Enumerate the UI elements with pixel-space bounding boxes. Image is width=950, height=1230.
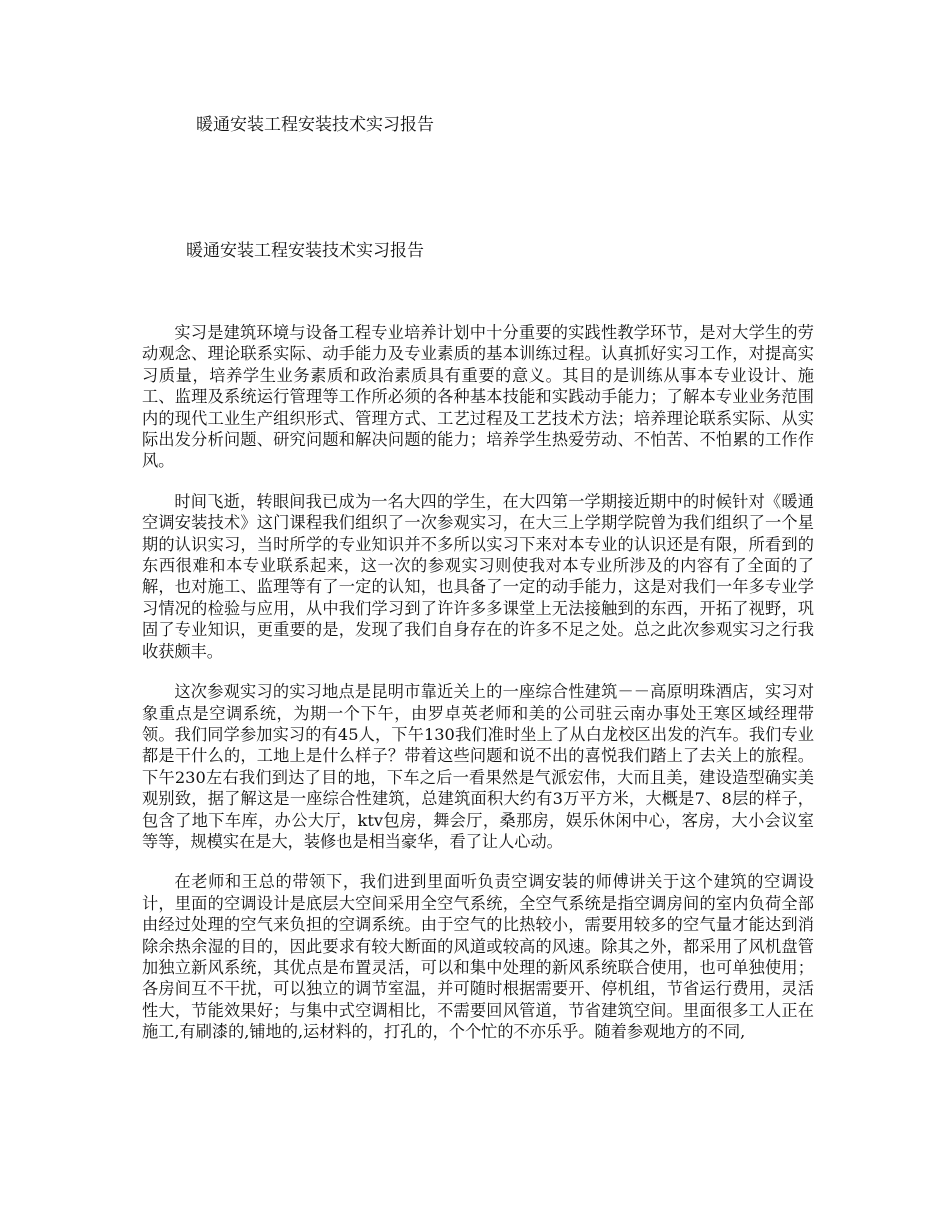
paragraph-1: 实习是建筑环境与设备工程专业培养计划中十分重要的实践性教学环节，是对大学生的劳动观念、理论联系实际、动手能力及专业素质的基本训练过程。认真抓好实习工作，对提高实习质量，培养学生业务素质和政治素质具有重要的意义。其目的是训练从事本专业设计、施工、监理及系统运行管理等工作所必须的各种基本技能和实践动手能力；了解本专业业务范围内的现代工业生产组织形式、管理方式、工艺过程及工艺技术方法；培养理论联系实际、从实际出发分析问题、研究问题和解决问题的能力；培养学生热爱劳动、不怕苦、不怕累的工作作风。: [142, 323, 814, 471]
paragraph-3: 这次参观实习的实习地点是昆明市靠近关上的一座综合性建筑－－高原明珠酒店，实习对象重点是空调系统，为期一个下午，由罗卓英老师和美的公司驻云南办事处王寒区域经理带领。我们同学参加实习的有45人，下午130我们准时坐上了从白龙校区出发的汽车。我们专业都是干什么的，工地上是什么样子？带着这些问题和说不出的喜悦我们踏上了去关上的旅程。下午230左右我们到达了目的地，下车之后一看果然是气派宏伟，大而且美，建设造型确实美观别致，据了解这是一座综合性建筑，总建筑面积大约有3万平方米，大概是7、8层的样子，包含了地下车库，办公大厅，ktv包房，舞会厅，桑那房，娱乐休闲中心，客房，大小会议室等等，规模实在是大，装修也是相当豪华，看了让人心动。: [142, 682, 814, 851]
document-body: [142, 322, 814, 1062]
header-title: 暖通安装工程安装技术实习报告: [196, 115, 434, 135]
paragraph-2: 时间飞逝，转眼间我已成为一名大四的学生，在大四第一学期接近期中的时候针对《暖通空调安装技术》这门课程我们组织了一次参观实习，在大三上学期学院曾为我们组织了一个星期的认识实习，当时所学的专业知识并不多所以实习下来对本专业的认识还是有限，所看到的东西很难和本专业联系起来，这一次的参观实习则使我对本专业所涉及的内容有了全面的了解，也对施工、监理等有了一定的认知，也具备了一定的动手能力，这是对我们一年多专业学习情况的检验与应用，从中我们学习到了许许多多课堂上无法接触到的东西，开拓了视野，巩固了专业知识，更重要的是，发现了我们自身存在的许多不足之处。总之此次参观实习之行我收获颇丰。: [142, 491, 814, 661]
paragraph-4: 在老师和王总的带领下，我们进到里面听负责空调安装的师傅讲关于这个建筑的空调设计，里面的空调设计是底层大空间采用全空气系统，全空气系统是指空调房间的室内负荷全部由经过处理的空气来负担的空调系统。由于空气的比热较小，需要用较多的空气量才能达到消除余热余湿的目的，因此要求有较大断面的风道或较高的风速。除其之外，都采用了风机盘管加独立新风系统，其优点是布置灵活，可以和集中处理的新风系统联合使用，也可单独使用；各房间互不干扰，可以独立的调节室温，并可随时根据需要开、停机组，节省运行费用，灵活性大，节能效果好；与集中式空调相比，不需要回风管道，节省建筑空间。里面很多工人正在施工,有刷漆的,铺地的,运材料的，打孔的，个个忙的不亦乐乎。随着参观地方的不同,: [142, 872, 814, 1042]
document-title: 暖通安装工程安装技术实习报告: [186, 241, 424, 261]
